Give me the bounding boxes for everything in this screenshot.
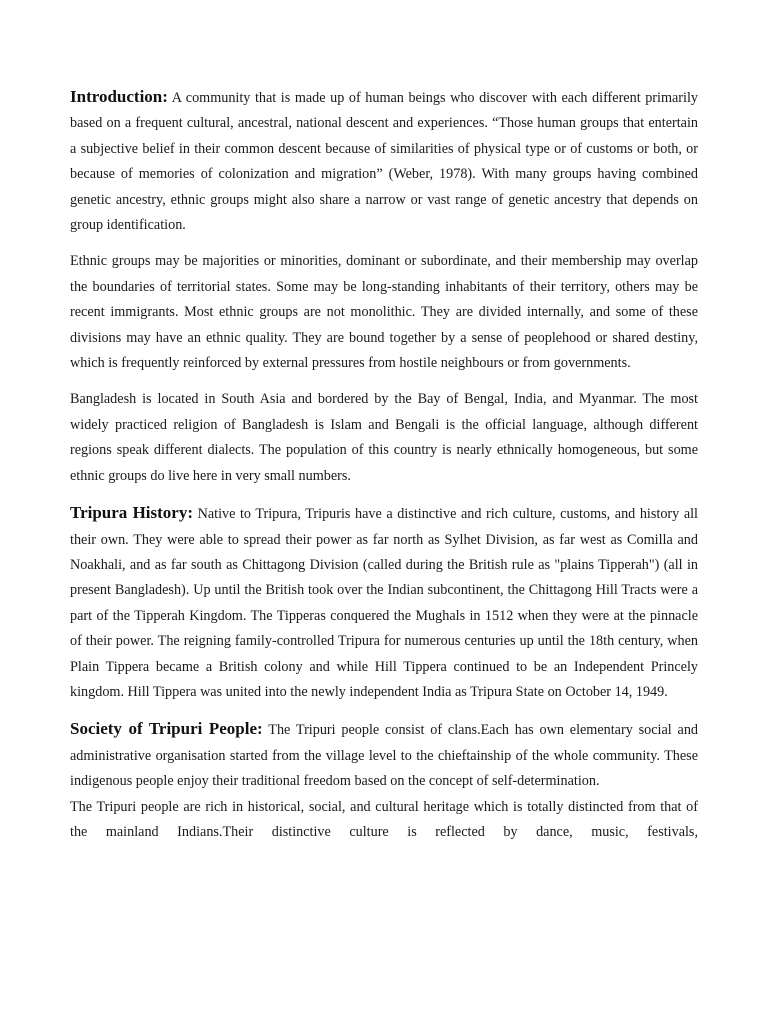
society-paragraph (70, 716, 698, 794)
tripura-history-body: Native to Tripura, Tripuris have a distinctive and rich culture, customs, and history all their own. They were able to spread their power as far north as Sylhet Division, as far west as Comilla and Noakhali, and as far south as Chittagong Division (called during the British rule as "plains Tipperah") (all in present Bangladesh). Up until the British took over the Indian subcontinent, the Chittagong Hill Tracts were a part of the Tipperah Kingdom. The Tipperas conquered the Mughals in 1512 when they were at the pinnacle of their power. The reigning family-controlled Tripura for numerous centuries up until the 18th century, when Plain Tippera became a British colony and while Hill Tippera continued to be an Independent Princely kingdom. Hill Tippera was united into the newly independent India as Tripura State on October 14, 1949. (70, 506, 698, 700)
tripura-history-paragraph (70, 500, 698, 705)
introduction-paragraph (70, 84, 698, 238)
tripura-history-heading: Tripura History: (70, 503, 194, 523)
document-page (70, 84, 698, 845)
society-body: The Tripuri people consist of clans.Each has own elementary social and administrative organisation started from the village level to the chieftainship of the whole community. These indigenous people enjoy their traditional freedom based on the concept of self-determination. (70, 722, 699, 790)
introduction-body: A community that is made up of human beings who discover with each different primarily based on a frequent cultural, ancestral, national descent and experiences. “Those human groups that entertain a subjective belief in their common descent because of similarities of physical type or of customs or both, or because of memories of colonization and migration” (Weber, 1978). With many groups having combined genetic ancestry, ethnic groups might also share a narrow or vast range of genetic ancestry that depends on group identification. (70, 90, 699, 234)
introduction-heading: Introduction: (70, 87, 168, 106)
society-heading: Society of Tripuri People: (70, 719, 263, 739)
bangladesh-paragraph: Bangladesh is located in South Asia and bordered by the Bay of Bengal, India, and Myanmar. The most widely practiced religion of Bangladesh is Islam and Bengali is the official language, although different regions speak different dialects. The population of this country is nearly ethnically homogeneous, but some ethnic groups do live here in very small numbers. (70, 391, 698, 484)
ethnic-groups-paragraph: Ethnic groups may be majorities or minorities, dominant or subordinate, and their membership may overlap the boundaries of territorial states. Some may be long-standing inhabitants of their territory, others may be recent immigrants. Most ethnic groups are not monolithic. They are divided internally, and some of these divisions may have an ethnic quality. They are bound together by a sense of peoplehood or shared destiny, which is frequently reinforced by external pressures from hostile neighbours or from governments. (70, 253, 698, 372)
heritage-paragraph: The Tripuri people are rich in historical, social, and cultural heritage which is totally distincted from that of the mainland Indians.Their distinctive culture is reflected by dance, music, festivals, (70, 798, 698, 840)
